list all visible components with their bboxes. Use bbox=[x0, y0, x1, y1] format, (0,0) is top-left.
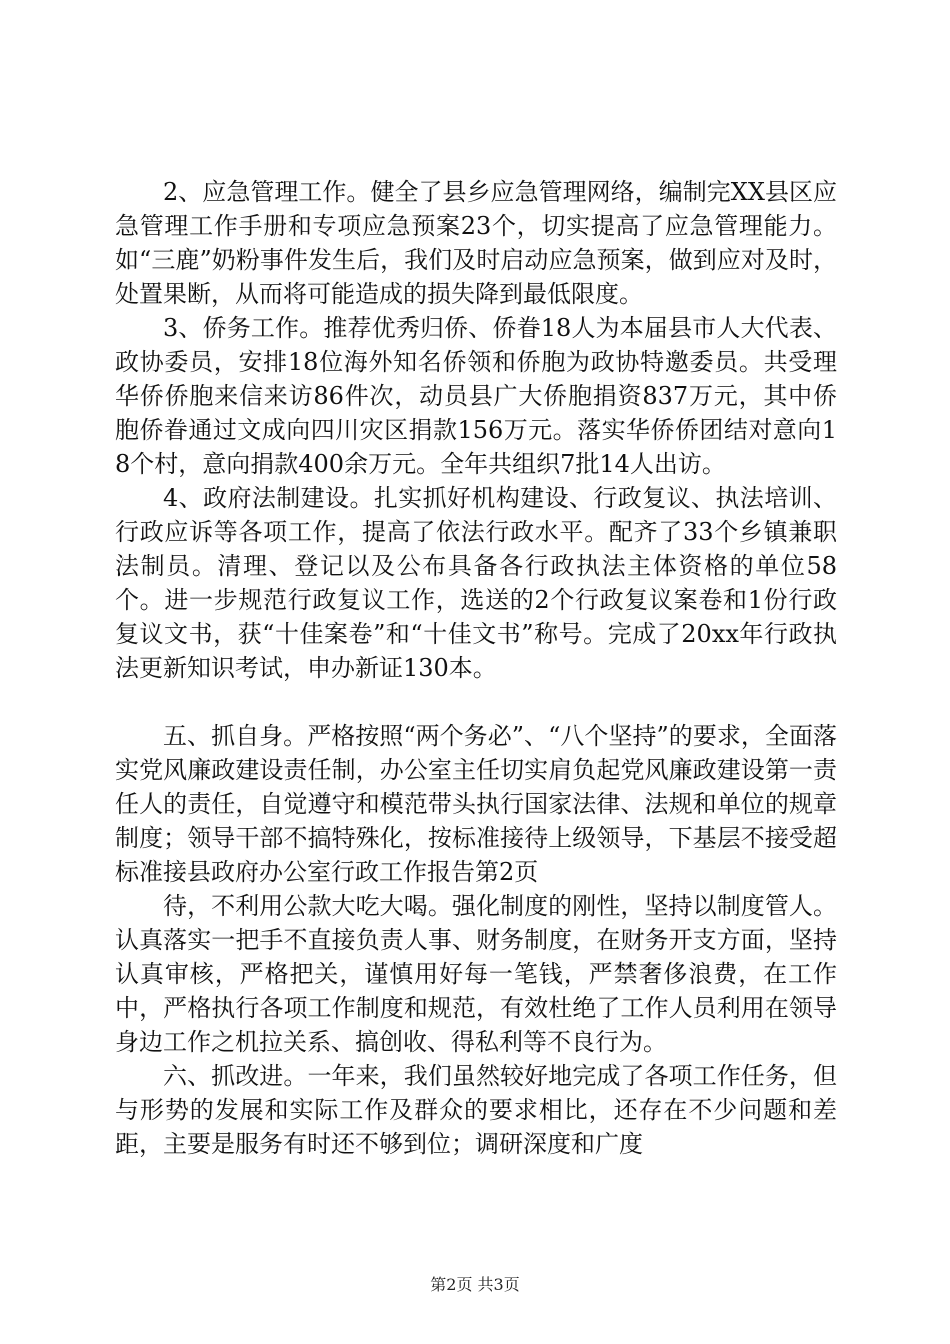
paragraph-emergency-management: 2、应急管理工作。健全了县乡应急管理网络，编制完XX县区应急管理工作手册和专项应急预案23个，切实提高了应急管理能力。如“三鹿”奶粉事件发生后，我们及时启动应急预案，做到应对及时，处置果断，从而将可能造成的损失降到最低限度。 bbox=[115, 178, 837, 308]
document-body bbox=[115, 175, 837, 1161]
paragraph-gap bbox=[115, 685, 837, 719]
page-footer: 第2页 共3页 bbox=[430, 1275, 520, 1294]
paragraph-improvement: 六、抓改进。一年来，我们虽然较好地完成了各项工作任务，但与形势的发展和实际工作及群众的要求相比，还存在不少问题和差距，主要是服务有时还不够到位；调研深度和广度 bbox=[115, 1062, 837, 1158]
paragraph-legal-system: 4、政府法制建设。扎实抓好机构建设、行政复议、执法培训、行政应诉等各项工作，提高了依法行政水平。配齐了33个乡镇兼职法制员。清理、登记以及公布具备各行政执法主体资格的单位58个。进一步规范行政复议工作，选送的2个行政复议案卷和1份行政复议文书，获“十佳案卷”和“十佳文书”称号。完成了20xx年行政执法更新知识考试，申办新证130本。 bbox=[115, 484, 837, 682]
paragraph-overseas-chinese-affairs: 3、侨务工作。推荐优秀归侨、侨眷18人为本届县市人大代表、政协委员，安排18位海外知名侨领和侨胞为政协特邀委员。共受理华侨侨胞来信来访86件次，动员县广大侨胞捐资837万元，其中侨胞侨眷通过文成向四川灾区捐款156万元。落实华侨侨团结对意向18个村，意向捐款400余万元。全年共组织7批14人出访。 bbox=[115, 314, 837, 478]
paragraph-continued: 待，不利用公款大吃大喝。强化制度的刚性，坚持以制度管人。认真落实一把手不直接负责人事、财务制度，在财务开支方面，坚持认真审核，严格把关，谨慎用好每一笔钱，严禁奢侈浪费，在工作中，严格执行各项工作制度和规范，有效杜绝了工作人员利用在领导身边工作之机拉关系、搞创收、得私利等不良行为。 bbox=[115, 892, 837, 1056]
paragraph-self-discipline: 五、抓自身。严格按照“两个务必”、“八个坚持”的要求，全面落实党风廉政建设责任制，办公室主任切实肩负起党风廉政建设第一责任人的责任，自觉遵守和模范带头执行国家法律、法规和单位的规章制度；领导干部不搞特殊化，按标准接待上级领导，下基层不接受超标准接县政府办公室行政工作报告第2页 bbox=[115, 722, 837, 886]
